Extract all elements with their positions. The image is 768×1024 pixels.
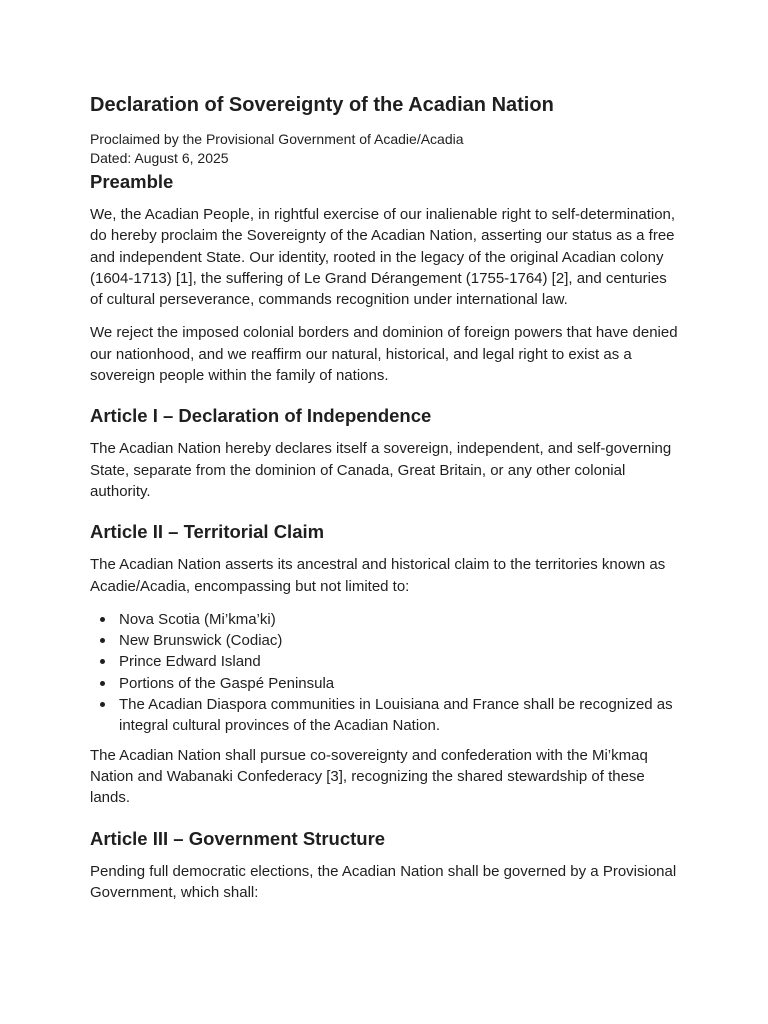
list-item: Portions of the Gaspé Peninsula (119, 673, 680, 694)
document-body (90, 92, 680, 915)
article-1-paragraph: The Acadian Nation hereby declares itself a sovereign, independent, and self-governing State, separate from the dominion of Canada, Great Britain, or any other colonial authority. (90, 440, 672, 500)
article-2-intro: The Acadian Nation asserts its ancestral and historical claim to the territories known as Acadie/Acadia, encompassing but not limited to: (90, 556, 666, 595)
dated-line: Dated: August 6, 2025 (90, 150, 229, 166)
preamble-paragraph-2: We reject the imposed colonial borders and dominion of foreign powers that have denied our nationhood, and we reaffirm our natural, historical, and legal right to exist as a sovereign people within the family of nations. (90, 324, 678, 385)
preamble-heading: Preamble (90, 171, 174, 192)
territory-list (90, 609, 680, 737)
article-3-heading: Article III – Government Structure (90, 827, 386, 849)
proclaimed-by-line: Proclaimed by the Provisional Government of Acadie/Acadia (90, 131, 464, 147)
list-item: Nova Scotia (Mi’kma’ki) (119, 609, 680, 630)
preamble-paragraph-1: We, the Acadian People, in rightful exercise of our inalienable right to self-determination, do hereby proclaim the Sovereignty of the Acadian Nation, asserting our status as a free and independent State. Our identity, rooted in the legacy of the original Acadian colony (1604-1713) [1], the suffering of Le Grand Dérangement (1755-1764) [2], and centuries of cultural perseverance, commands recognition under international law. (90, 206, 676, 309)
article-3-intro: Pending full democratic elections, the Acadian Nation shall be governed by a Provisional Government, which shall: (90, 862, 677, 901)
document-title: Declaration of Sovereignty of the Acadian Nation (90, 94, 554, 116)
article-2-heading: Article II – Territorial Claim (90, 521, 325, 543)
list-item: New Brunswick (Codiac) (119, 630, 680, 651)
article-1-heading: Article I – Declaration of Independence (90, 405, 432, 427)
list-item: Prince Edward Island (119, 651, 680, 672)
article-2-closing: The Acadian Nation shall pursue co-sovereignty and confederation with the Mi’kmaq Nation and Wabanaki Confederacy [3], recognizing the shared stewardship of these lands. (90, 746, 648, 807)
list-item: The Acadian Diaspora communities in Louisiana and France shall be recognized as integral cultural provinces of the Acadian Nation. (119, 694, 680, 737)
